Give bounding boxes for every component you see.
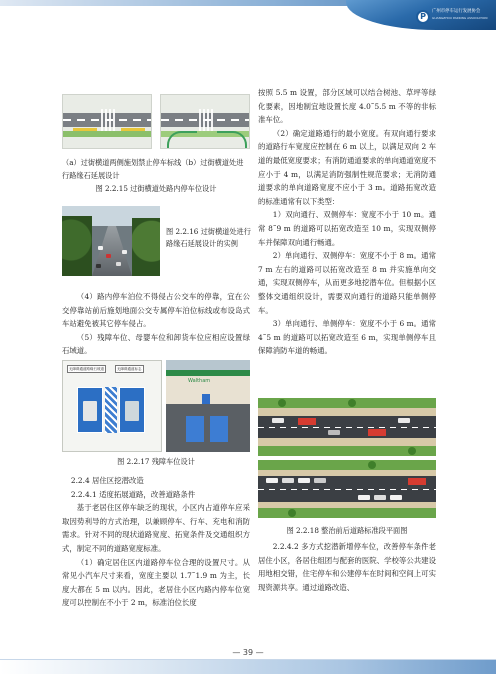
list-item-2: 2）单向通行、双侧停车：宽度不小于 8 m。通常 7 m 左右的道路可以拓宽改造至 8 m 并实施单向交通，实现双侧停车，从而更多地挖潜车位。但根据小区整体交通组织设计，需要双向通行的道路只能单侧停车。: [258, 251, 436, 315]
right-column-text: [258, 86, 436, 358]
footer-band: [0, 660, 496, 674]
figure-2-2-17: [62, 360, 250, 452]
accessible-parking-photo: [166, 360, 250, 452]
sign-label: 无障碍通道标志: [117, 367, 142, 371]
figure-2-2-15b-image: [160, 94, 250, 149]
list-item-1: 1）双向通行、双侧停车：宽度不小于 10 m。通常 8˜9 m 的道路可以拓宽改造至 10 m，实现双侧停车并保障双向通行畅通。: [258, 210, 436, 247]
figure-2-2-16-caption: 图 2.2.16 过街横道处进行路缘石延展设计的实例: [166, 227, 251, 248]
figure-2-2-16-photo: [62, 206, 160, 276]
paragraph-1: （1）确定居住区内道路停车位合理的设置尺寸。从常见小汽车尺寸来看，宽度主要以 1.7˜1.9 m 为主，长度大都在 5 m 以内。因此，老居住小区内路内停车位宽度可以控制在不小于 2 m，标准泊位长度: [62, 557, 250, 608]
section-2-2-4-2-paragraph: 2.2.4.2 多方式挖潜新增停车位，改善停车条件老居住小区，各居住组团与配套的医院、学校等公共建设用地相交错，住宅停车和公建停车在时间和空间上可实现资源共享。通过道路改造、: [258, 542, 436, 592]
figure-2-2-15-caption: 图 2.2.15 过街横道处路内停车位设计: [95, 184, 217, 193]
section-2-2-4-1-heading: 2.2.4.1 适度拓展道路，改善道路条件: [70, 489, 196, 499]
paragraph-4: （4）路内停车泊位不得侵占公交车的停靠，宜在公交停靠站前后施划地面公交专属停车泊位标线或布设岛式车站避免被其它停车侵占。: [62, 292, 250, 329]
figure-2-2-18: [258, 398, 436, 520]
road-plan-before: [258, 398, 436, 456]
shop-logo: Waltham: [188, 378, 211, 384]
accessible-parking-plan: [62, 360, 162, 452]
association-name: 广州市停车运行发展协会: [432, 9, 481, 14]
accessible-sign-icon: [202, 394, 210, 404]
list-item-3: 3）单向通行、单侧停车：宽度不小于 6 m。通常 4˜5 m 的道路可以拓宽改造至 6 m，实现单侧停车且保障消防车道的畅通。: [258, 319, 436, 356]
association-name-en: GUANGZHOU PARKING ASSOCIATION: [432, 16, 488, 20]
right-column-text-2: [258, 540, 436, 594]
left-column-text-2: [62, 474, 250, 610]
road-plan-after: [258, 460, 436, 518]
figure-2-2-18-caption: 图 2.2.18 整治前后道路标准段平面图: [286, 526, 408, 535]
figure-2-2-15: [62, 94, 250, 149]
page-number: — 39 —: [232, 648, 264, 657]
figure-2-2-17-caption: 图 2.2.17 残障车位设计: [117, 457, 195, 466]
paragraph-base: 基于老居住区停车缺乏的现状，小区内占道停车应采取因势利导的方式治理，以兼顾停车、行车、充电和消防需求。针对不同的现状道路宽度、拓宽条件及交通组织方式，制定不同的道路宽度标准。: [62, 503, 250, 553]
parking-logo-icon: P: [416, 10, 430, 24]
figure-2-2-15a-image: [62, 94, 152, 149]
page-header: [0, 0, 496, 26]
ramp-label: 无障碍通道路缘石坡道: [69, 367, 104, 371]
section-2-2-4-heading: 2.2.4 居住区挖潜改造: [70, 476, 144, 485]
paragraph-5: （5）残障车位、母婴车位和卸货车位应相应设置绿石域道。: [62, 332, 250, 356]
left-column-text-1: [62, 290, 250, 358]
paragraph-continued: 按照 5.5 m 设置，部分区域可以结合树池、草坪等绿化要素，因地制宜地设置长度 4.0˜5.5 m 不等的非标准车位。: [258, 88, 436, 125]
paragraph-2: （2）确定道路通行的最小宽度。有双向通行要求的道路行车宽度应控制在 6 m 以上，以满足双向 2 车道的最低宽度要求；有消防通道要求的单向通道宽度不应小于 4 m，以满足消防强制性规范要求；无消防通道要求的单向道路宽度不应小于 3 m。道路拓宽改造的标准通常有以下类型：: [258, 128, 436, 206]
figure-2-2-15-subcaption: （a）过街横道两侧施划禁止停车标线（b）过街横道处进行路缘石延展设计: [62, 158, 244, 180]
page-footer: [0, 648, 496, 674]
